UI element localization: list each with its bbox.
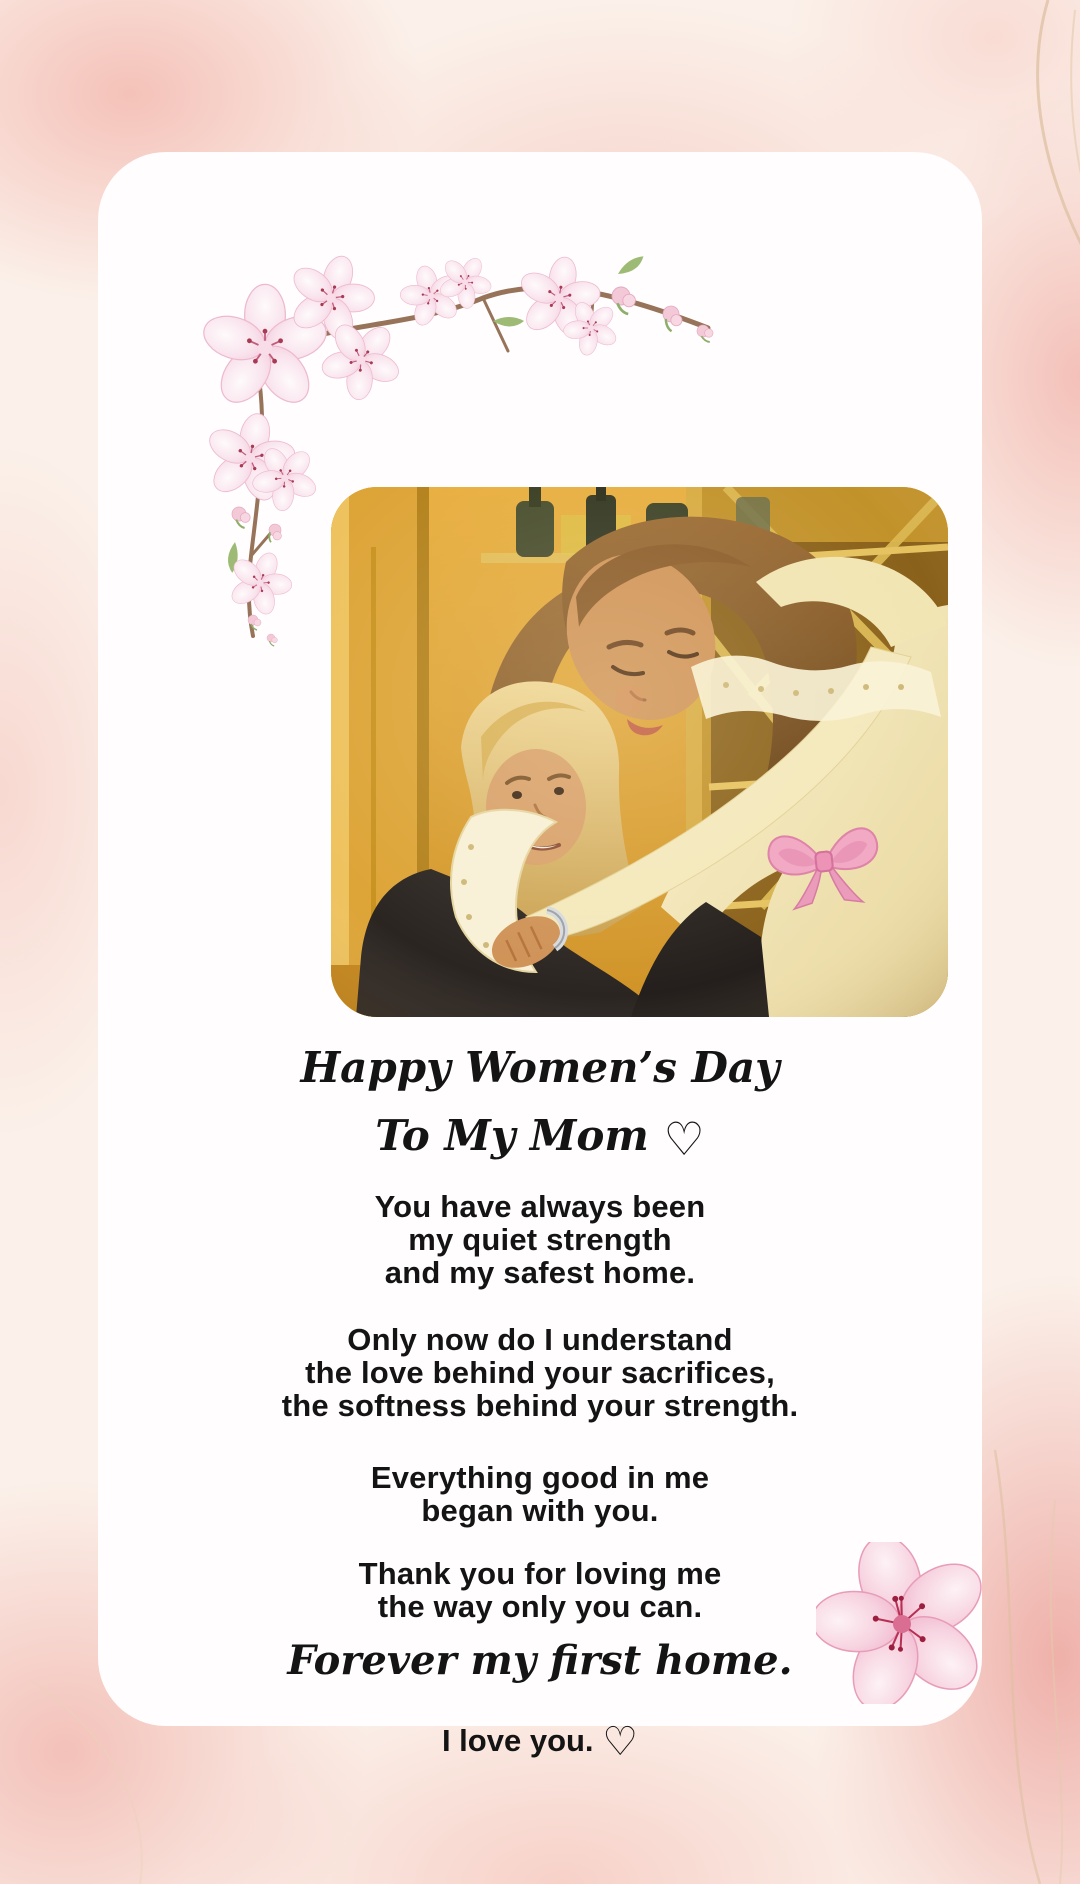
photo-illustration — [331, 487, 948, 1017]
heart-icon: ♡ — [663, 1112, 705, 1166]
message-line: began with you. — [421, 1493, 659, 1528]
message-line: my quiet strength — [408, 1222, 672, 1257]
message-paragraph-1 — [98, 1190, 982, 1289]
greeting-title: Happy Women’s Day — [300, 1043, 780, 1092]
greeting-card — [98, 152, 982, 1765]
closing-line: Forever my first home. — [287, 1637, 793, 1684]
message-line: and my safest home. — [384, 1255, 696, 1290]
message-line: Only now do I understand — [347, 1322, 733, 1357]
heart-icon: ♡ — [602, 1719, 639, 1765]
message-line: the way only you can. — [377, 1589, 703, 1624]
message-paragraph-4 — [98, 1557, 982, 1623]
dedication-text: To My Mom — [375, 1111, 649, 1160]
message-line: You have always been — [374, 1189, 706, 1224]
message-line: Everything good in me — [370, 1460, 710, 1495]
message-line: the love behind your sacrifices, — [305, 1355, 775, 1390]
message-paragraph-2 — [98, 1323, 982, 1422]
signoff-text: I love you. — [441, 1723, 594, 1758]
message-paragraph-3 — [98, 1461, 982, 1527]
mother-daughter-photo — [331, 487, 948, 1017]
signoff-line — [98, 1719, 982, 1765]
message-line: the softness behind your strength. — [281, 1388, 799, 1423]
message-line: Thank you for loving me — [358, 1556, 722, 1591]
dedication-title — [98, 1111, 982, 1164]
